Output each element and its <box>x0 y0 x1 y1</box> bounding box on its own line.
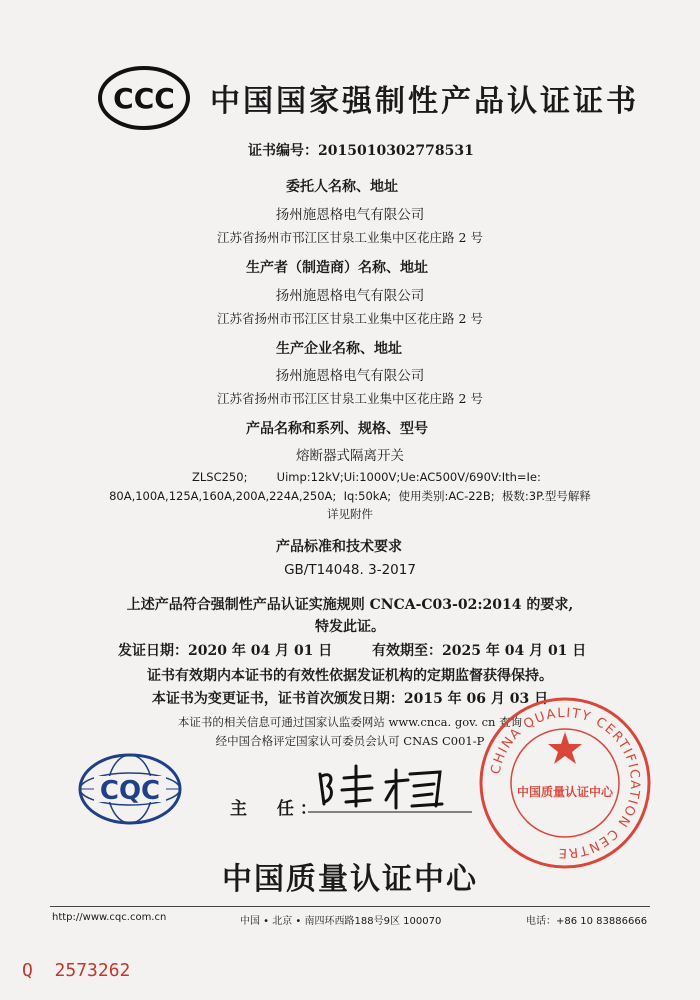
validity-note: 证书有效期内本证书的有效性依据发证机构的定期监督获得保持。 <box>147 668 553 684</box>
factory-heading: 生产企业名称、地址 <box>276 341 402 357</box>
product-spec-line3: 详见附件 <box>327 507 373 521</box>
cqc-logo-icon <box>78 752 182 826</box>
standard-heading: 产品标准和技术要求 <box>276 539 402 555</box>
manufacturer-name: 扬州施恩格电气有限公司 <box>275 288 425 304</box>
serial-number <box>22 960 130 981</box>
footer-address: 中国 • 北京 • 南四环西路188号9区 100070 <box>240 916 442 927</box>
footer-website: http://www.cqc.com.cn <box>52 912 167 923</box>
issue-date <box>118 640 332 660</box>
manufacturer-heading: 生产者（制造商）名称、地址 <box>246 260 428 276</box>
statement-line2: 特发此证。 <box>315 619 385 635</box>
issue-date-label: 发证日期： <box>118 643 188 659</box>
svg-text:CCC: CCC <box>113 82 175 115</box>
statement-line1: 上述产品符合强制性产品认证实施规则 CNCA-C03-02:2014 的要求, <box>126 597 574 613</box>
info-note: 本证书的相关信息可通过国家认监委网站 www.cnca. gov. cn 查询 <box>177 715 523 729</box>
expiry-date-value: 2025 年 04 月 01 日 <box>442 643 587 659</box>
product-name: 熔断器式隔离开关 <box>296 448 404 464</box>
factory-address: 江苏省扬州市邗江区甘泉工业集中区花庄路 2 号 <box>217 391 483 406</box>
footer-phone: 电话：+86 10 83886666 <box>526 916 648 927</box>
serial-prefix: Q <box>22 960 33 981</box>
client-heading: 委托人名称、地址 <box>286 179 398 195</box>
expiry-date <box>372 640 586 660</box>
director-signature <box>300 756 480 816</box>
client-name: 扬州施恩格电气有限公司 <box>275 207 425 223</box>
svg-text:CQC: CQC <box>99 776 161 806</box>
expiry-date-label: 有效期至： <box>372 643 442 659</box>
footer-divider <box>50 906 650 907</box>
factory-name: 扬州施恩格电气有限公司 <box>275 368 425 384</box>
ccc-logo-icon <box>98 66 190 130</box>
footer-organization: 中国质量认证中心 <box>222 862 478 897</box>
issue-date-value: 2020 年 04 月 01 日 <box>188 643 333 659</box>
change-note: 本证书为变更证书，证书首次颁发日期：2015 年 06 月 03 日 <box>151 691 549 707</box>
svg-text:中国质量认证中心: 中国质量认证中心 <box>516 785 614 799</box>
director-label: 主 任： <box>230 799 323 819</box>
certificate-number <box>248 140 474 160</box>
certification-seal <box>478 696 652 870</box>
serial-value: 2573262 <box>54 960 131 981</box>
product-spec-line2: 80A,100A,125A,160A,200A,224A,250A; Iq:50kA; 使用类别:AC-22B; 极数:3P.型号解释 <box>109 489 591 503</box>
certificate-number-label: 证书编号： <box>248 143 318 159</box>
manufacturer-address: 江苏省扬州市邗江区甘泉工业集中区花庄路 2 号 <box>217 311 483 326</box>
client-address: 江苏省扬州市邗江区甘泉工业集中区花庄路 2 号 <box>217 230 483 245</box>
accreditation-note: 经中国合格评定国家认可委员会认可 CNAS C001-P <box>215 734 485 748</box>
certificate-number-value: 2015010302778531 <box>318 143 474 159</box>
standard-value: GB/T14048. 3-2017 <box>284 562 416 578</box>
product-heading: 产品名称和系列、规格、型号 <box>246 421 428 437</box>
svg-text:CHINA QUALITY CERTIFICATION CE: CHINA QUALITY CERTIFICATION CENTRE <box>488 705 643 861</box>
certificate-title: 中国国家强制性产品认证证书 <box>210 84 639 119</box>
product-spec-line1: ZLSC250; Uimp:12kV;Ui:1000V;Ue:AC500V/690V:Ith=Ie: <box>192 470 541 484</box>
